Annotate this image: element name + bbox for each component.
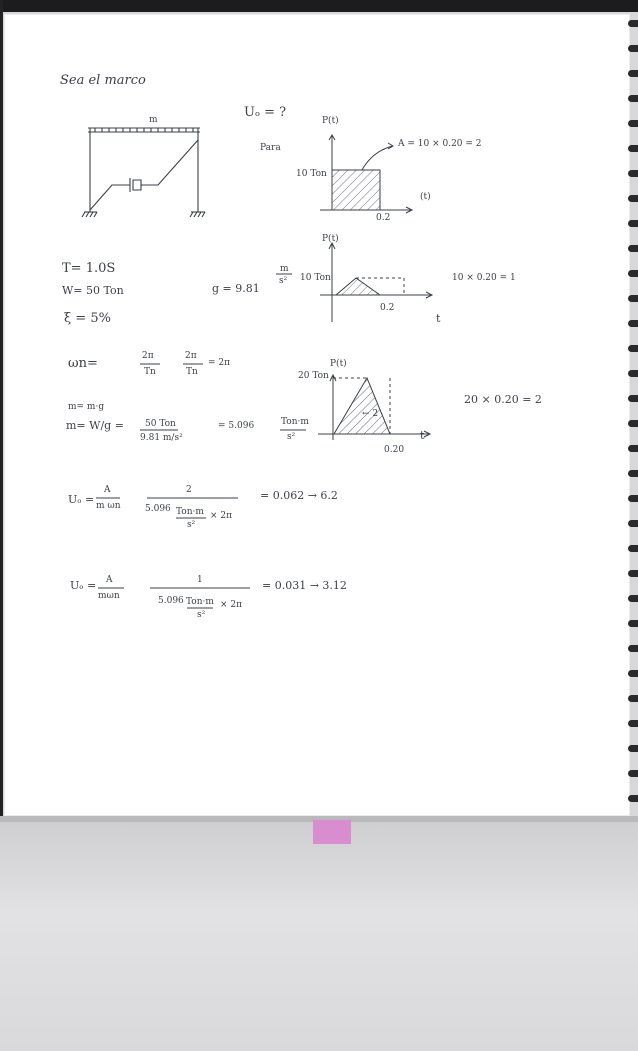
uo1-den-unit-den: s² <box>187 520 196 530</box>
given-gravity: g = 9.81 <box>212 282 260 295</box>
given-weight: W= 50 Ton <box>62 284 124 297</box>
uo1-result: = 0.062 → 6.2 <box>260 489 338 502</box>
graph3-xtick: 0.20 <box>384 445 405 455</box>
graph2-area: 10 × 0.20 = 1 <box>452 273 516 283</box>
graph3-ytick: 20 Ton <box>298 371 329 381</box>
graph2-xtick: 0.2 <box>380 303 395 313</box>
mass-den: 9.81 m/s² <box>140 433 183 443</box>
pulse-triangle-3 <box>334 378 390 434</box>
question: Uₒ = ? <box>244 105 287 120</box>
graph3-inner-mark: ← 2 <box>362 409 379 419</box>
uo2-num-right: 1 <box>197 575 203 585</box>
uo2-lhs: Uₒ = <box>70 579 97 592</box>
graph2-ylabel: P(t) <box>322 234 339 244</box>
heading: Sea el marco <box>60 73 146 88</box>
uo1-den-unit: Ton·m <box>176 507 204 517</box>
pulse-triangle <box>336 278 380 295</box>
graph1-ylabel: P(t) <box>322 116 339 126</box>
graph2-xlabel: t <box>436 312 441 325</box>
frame-diagram <box>82 128 205 217</box>
uo1-num-left: A <box>104 485 111 495</box>
graph-2 <box>320 243 432 322</box>
gravity-unit-den: s² <box>279 276 288 286</box>
frame-mass-label: m <box>149 115 158 125</box>
pulse-rect <box>332 170 380 210</box>
uo1-den-right: 5.096 <box>145 504 171 514</box>
uo2-den-right: 5.096 <box>158 596 184 606</box>
graph1-ytick: 10 Ton <box>296 169 327 179</box>
damper-box <box>133 180 141 190</box>
omega-num2: 2π <box>185 351 197 361</box>
omega-den2: Tn <box>186 367 198 377</box>
graph1-xlabel: (t) <box>420 192 431 202</box>
beam-ticks <box>95 128 193 132</box>
mass-num: 50 Ton <box>145 419 176 429</box>
uo1-den-left: m ωn <box>96 501 121 511</box>
graph2-ytick: 10 Ton <box>300 273 331 283</box>
gravity-unit-num: m <box>280 264 289 274</box>
uo1-num-right: 2 <box>186 485 192 495</box>
mass-def: m= m·g <box>68 402 105 412</box>
omega-num1: 2π <box>142 351 154 361</box>
graph3-xlabel: t <box>420 429 425 442</box>
case-label: Para <box>260 143 281 153</box>
given-period: T= 1.0S <box>62 261 116 276</box>
graph3-ylabel: P(t) <box>330 359 347 369</box>
omega-lhs: ωn= <box>68 356 98 371</box>
graph3-area: 20 × 0.20 = 2 <box>464 393 542 406</box>
uo1-lhs: Uₒ = <box>68 493 95 506</box>
graph1-area: A = 10 × 0.20 = 2 <box>398 139 482 149</box>
diagonal-brace <box>90 185 130 210</box>
graph-3 <box>318 375 430 440</box>
mass-unit-num: Ton·m <box>281 417 309 427</box>
mass-result: = 5.096 <box>218 421 255 431</box>
given-damping: ξ = 5% <box>64 311 111 326</box>
fraction-bars <box>96 274 306 608</box>
omega-den1: Tn <box>144 367 156 377</box>
uo2-result: = 0.031 → 3.12 <box>262 579 347 592</box>
uo2-den-tail: × 2π <box>220 600 243 610</box>
graph1-xtick: 0.2 <box>376 213 391 223</box>
uo2-den-unit: Ton·m <box>186 597 214 607</box>
omega-result: = 2π <box>208 358 231 368</box>
uo2-den-unit-den: s² <box>197 610 206 620</box>
mass-unit-den: s² <box>287 432 296 442</box>
uo2-den-left: mωn <box>98 591 120 601</box>
uo1-den-tail: × 2π <box>210 511 233 521</box>
uo2-num-left: A <box>106 575 113 585</box>
mass-lhs: m= W/g = <box>66 419 124 432</box>
